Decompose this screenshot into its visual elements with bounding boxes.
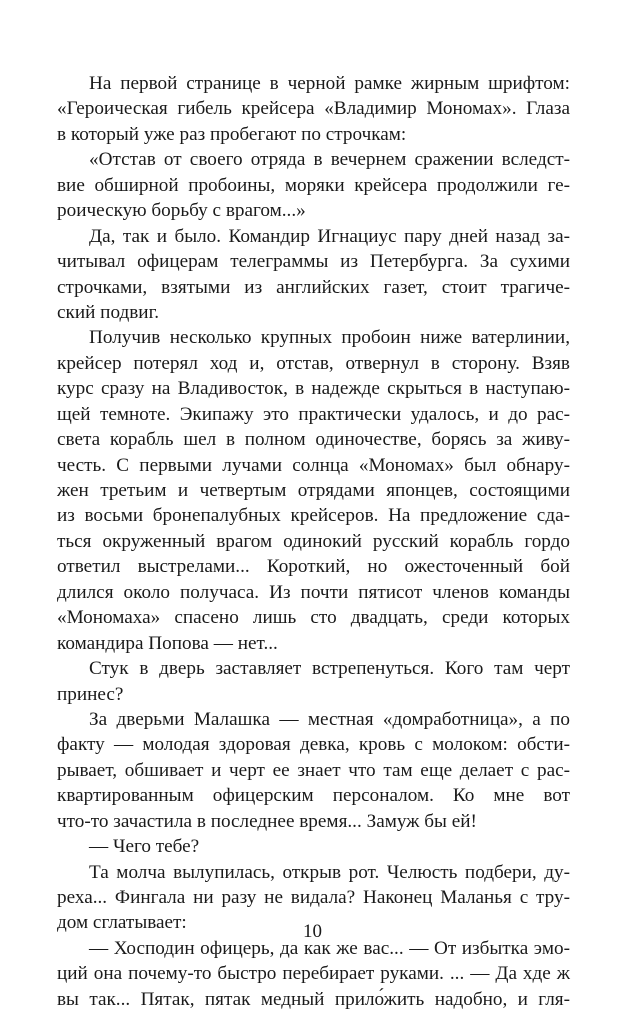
text-line: света корабль шел в полном одиночестве, борясь за живу- xyxy=(57,429,570,451)
text-line: читывал офицерам телеграммы из Петербурга. За сухими xyxy=(57,251,570,273)
page-number: 10 xyxy=(303,921,322,942)
text-line: «Отстав от своего отряда в вечернем сражении вследст- xyxy=(89,149,570,171)
text-line: командира Попова — нет... xyxy=(57,632,278,654)
text-line: ответил выстрелами... Короткий, но ожесточенный бой xyxy=(57,556,570,578)
text-line: крейсер потерял ход и, отстав, отвернул в сторону. Взяв xyxy=(57,352,570,374)
text-line: принес? xyxy=(57,683,124,705)
text-line: вы так... Пятак, пятак медный прило́жить надобно, и гля- xyxy=(57,988,570,1010)
text-line: щей темноте. Экипажу это практически удалось, и до рас- xyxy=(57,403,570,425)
text-line: ций она почему-то быстро перебирает руками. ... — Да хде ж xyxy=(57,963,570,985)
text-line: ться окруженный врагом одинокий русский корабль гордо xyxy=(57,530,570,552)
text-line: дом сглатывает: xyxy=(57,912,187,934)
text-line: из восьми бронепалубных крейсеров. На предложение сда- xyxy=(57,505,570,527)
text-line: На первой странице в черной рамке жирным шрифтом: xyxy=(89,73,570,94)
text-line: в который уже раз пробегают по строчкам: xyxy=(57,123,407,145)
text-line: рывает, обшивает и черт ее знает что там еще делает с рас- xyxy=(57,759,570,781)
text-line: «Мономаха» спасено лишь сто двадцать, среди которых xyxy=(57,607,570,629)
text-line: честь. С первыми лучами солнца «Мономах» был обнару- xyxy=(57,454,570,476)
text-line: Стук в дверь заставляет встрепенуться. Кого там черт xyxy=(89,658,570,680)
text-line: — Чего тебе? xyxy=(89,836,200,858)
text-line: Да, так и было. Командир Игнациус пару дней назад за- xyxy=(89,225,570,247)
text-line: жен третьим и четвертым отрядами японцев, состоящими xyxy=(57,480,570,501)
text-line: курс сразу на Владивосток, в надежде скрыться в наступаю- xyxy=(57,378,570,400)
text-line: что-то зачастила в последнее время... Замуж бы ей! xyxy=(57,810,477,832)
text-line: квартированным офицерским персоналом. Ко мне вот xyxy=(57,785,570,807)
text-line: вие обширной пробоины, моряки крейсера продолжили ге- xyxy=(57,174,570,196)
text-line: За дверьми Малашка — местная «домработница», а по xyxy=(89,708,570,730)
text-line: — Хосподин офицерь, да как же вас... — От избытка эмо- xyxy=(89,937,570,959)
text-line: длился около получаса. Из почти пятисот членов команды xyxy=(57,581,570,603)
text-line: реха... Фингала ни разу не видала? Наконец Маланья с тру- xyxy=(57,887,570,908)
text-line: роическую борьбу с врагом...» xyxy=(57,200,306,222)
text-line: факту — молодая здоровая девка, кровь с молоком: обсти- xyxy=(57,734,570,756)
text-line: ский подвиг. xyxy=(57,301,160,323)
text-line: Получив несколько крупных пробоин ниже ватерлинии, xyxy=(89,327,570,349)
body-text xyxy=(57,71,570,1012)
text-line: «Героическая гибель крейсера «Владимир Мономах». Глаза xyxy=(57,98,570,120)
text-line: строчками, взятыми из английских газет, стоит трагиче- xyxy=(57,276,570,298)
text-line: Та молча вылупилась, открыв рот. Челюсть подбери, ду- xyxy=(89,861,570,883)
